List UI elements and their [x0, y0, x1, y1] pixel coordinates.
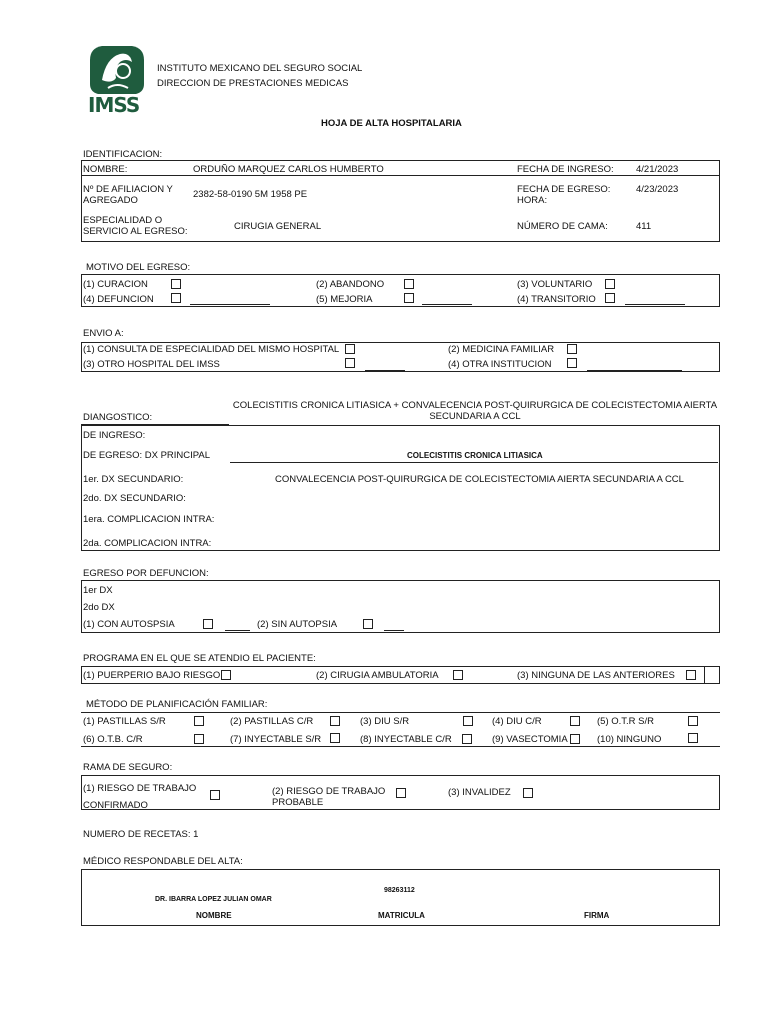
fecha-ingreso-value: 4/21/2023 — [636, 164, 679, 175]
diag-comp2-label: 2da. COMPLICACION INTRA: — [83, 538, 212, 549]
nombre-label: NOMBRE: — [83, 164, 128, 175]
plan-option: (6) O.T.B. C/R — [83, 734, 143, 745]
especialidad-value: CIRUGIA GENERAL — [234, 221, 322, 232]
plan-option: (8) INYECTABLE C/R — [360, 734, 452, 745]
abandono-checkbox[interactable] — [404, 279, 414, 289]
line — [625, 304, 685, 305]
sin-autopsia-label: (2) SIN AUTOPSIA — [257, 619, 338, 630]
motivo-mejoria: (5) MEJORIA — [316, 294, 373, 305]
envio-otra-institucion: (4) OTRA INSTITUCION — [448, 359, 552, 370]
line — [190, 304, 270, 305]
line — [587, 370, 682, 371]
medico-nombre-label: NOMBRE — [196, 911, 232, 920]
diag-comp1-label: 1era. COMPLICACION INTRA: — [83, 514, 215, 525]
plan-checkbox[interactable] — [462, 734, 472, 744]
otra-institucion-checkbox[interactable] — [567, 358, 577, 368]
motivo-abandono: (2) ABANDONO — [316, 279, 385, 290]
cama-value: 411 — [636, 221, 652, 232]
programa-opt1: (1) PUERPERIO BAJO RIESGO — [83, 670, 221, 681]
especialidad-label: ESPECIALIDAD O SERVICIO AL EGRESO: — [83, 215, 188, 237]
plan-checkbox[interactable] — [330, 716, 340, 726]
defuncion-dx1: 1er DX — [83, 585, 113, 596]
transitorio-checkbox[interactable] — [605, 293, 615, 303]
diag-dx2-label: 2do. DX SECUNDARIO: — [83, 493, 186, 504]
cirugia-ambulatoria-checkbox[interactable] — [453, 670, 463, 680]
line — [384, 630, 404, 631]
institute-name: INSTITUTO MEXICANO DEL SEGURO SOCIAL — [157, 63, 363, 74]
plan-option: (10) NINGUNO — [597, 734, 662, 745]
medico-firma-label: FIRMA — [584, 911, 610, 920]
diagnostico-summary: COLECISTITIS CRONICA LITIASICA + CONVALECENCIA POST-QUIRURGICA DE COLECISTECTOMIA AIERTA SECUNDARIA A CCL — [232, 400, 718, 422]
line — [81, 746, 720, 747]
medico-nombre-value: DR. IBARRA LOPEZ JULIAN OMAR — [155, 896, 272, 903]
logo-text: IMSS — [88, 93, 140, 117]
fecha-ingreso-label: FECHA DE INGRESO: — [517, 164, 614, 175]
plan-checkbox[interactable] — [570, 734, 580, 744]
envio-otro-hospital: (3) OTRO HOSPITAL DEL IMSS — [83, 359, 220, 370]
recetas-count: NUMERO DE RECETAS: 1 — [83, 829, 199, 840]
rama-opt1: (1) RIESGO DE TRABAJO CONFIRMADO — [83, 783, 197, 811]
afiliacion-label: Nº DE AFILIACION Y AGREGADO — [83, 184, 173, 206]
fecha-egreso-value: 4/23/2023 — [636, 184, 679, 195]
medicina-checkbox[interactable] — [567, 344, 577, 354]
programa-heading: PROGRAMA EN EL QUE SE ATENDIO EL PACIENTE: — [83, 653, 316, 664]
plan-checkbox[interactable] — [330, 733, 340, 743]
diag-ingreso-label: DE INGRESO: — [83, 430, 146, 441]
riesgo-probable-checkbox[interactable] — [396, 788, 406, 798]
invalidez-checkbox[interactable] — [523, 788, 533, 798]
rama-opt3: (3) INVALIDEZ — [448, 787, 511, 798]
divider — [81, 175, 720, 176]
con-autopsia-label: (1) CON AUTOSPSIA — [83, 619, 175, 630]
diagnostico-box — [81, 425, 720, 551]
otro-hospital-checkbox[interactable] — [345, 358, 355, 368]
divider — [704, 666, 705, 684]
motivo-transitorio: (4) TRANSITORIO — [517, 294, 596, 305]
hora-label: HORA: — [517, 195, 548, 206]
plan-checkbox[interactable] — [463, 716, 473, 726]
line — [81, 712, 720, 713]
diag-egreso-value: COLECISTITIS CRONICA LITIASICA — [407, 451, 543, 460]
defuncion-box — [81, 580, 720, 633]
sin-autopsia-checkbox[interactable] — [363, 619, 373, 629]
plan-option: (2) PASTILLAS C/R — [230, 716, 314, 727]
plan-checkbox[interactable] — [194, 734, 204, 744]
line — [230, 462, 718, 463]
plan-option: (4) DIU C/R — [492, 716, 542, 727]
plan-checkbox[interactable] — [688, 733, 698, 743]
envio-medicina: (2) MEDICINA FAMILIAR — [448, 344, 555, 355]
page-title: HOJA DE ALTA HOSPITALARIA — [321, 118, 462, 129]
diagnostico-heading: DIANGOSTICO: — [83, 412, 153, 423]
plan-option: (9) VASECTOMIA — [492, 734, 568, 745]
envio-consulta: (1) CONSULTA DE ESPECIALIDAD DEL MISMO HOSPITAL — [83, 344, 340, 355]
plan-option: (5) O.T.R S/R — [597, 716, 655, 727]
line — [365, 370, 405, 371]
planificacion-heading: MÉTODO DE PLANIFICACIÓN FAMILIAR: — [86, 699, 268, 710]
cama-label: NÚMERO DE CAMA: — [517, 221, 608, 232]
plan-option: (3) DIU S/R — [360, 716, 410, 727]
rama-opt2: (2) RIESGO DE TRABAJO PROBABLE — [272, 786, 386, 808]
medico-heading: MÉDICO RESPONDABLE DEL ALTA: — [83, 856, 243, 867]
direction-name: DIRECCION DE PRESTACIONES MEDICAS — [157, 78, 349, 89]
fecha-egreso-label: FECHA DE EGRESO: — [517, 184, 611, 195]
defuncion-dx2: 2do DX — [83, 602, 115, 613]
diag-dx1-label: 1er. DX SECUNDARIO: — [83, 474, 184, 485]
voluntario-checkbox[interactable] — [605, 279, 615, 289]
plan-checkbox[interactable] — [570, 716, 580, 726]
afiliacion-value: 2382-58-0190 5M 1958 PE — [193, 189, 308, 200]
plan-checkbox[interactable] — [194, 716, 204, 726]
envio-heading: ENVIO A: — [83, 328, 124, 339]
defuncion-heading: EGRESO POR DEFUNCION: — [83, 568, 209, 579]
consulta-checkbox[interactable] — [345, 344, 355, 354]
programa-opt2: (2) CIRUGIA AMBULATORIA — [316, 670, 439, 681]
diag-egreso-label: DE EGRESO: DX PRINCIPAL — [83, 450, 211, 461]
con-autopsia-checkbox[interactable] — [203, 619, 213, 629]
identificacion-heading: IDENTIFICACION: — [83, 149, 163, 160]
plan-option: (7) INYECTABLE S/R — [230, 734, 322, 745]
rama-heading: RAMA DE SEGURO: — [83, 762, 173, 773]
puerperio-checkbox[interactable] — [221, 670, 231, 680]
motivo-defuncion: (4) DEFUNCION — [83, 294, 154, 305]
ninguna-checkbox[interactable] — [686, 670, 696, 680]
programa-opt3: (3) NINGUNA DE LAS ANTERIORES — [517, 670, 675, 681]
riesgo-confirmado-checkbox[interactable] — [210, 790, 220, 800]
motivo-voluntario: (3) VOLUNTARIO — [517, 279, 593, 290]
plan-checkbox[interactable] — [688, 716, 698, 726]
line — [422, 304, 472, 305]
medico-matricula-label: MATRICULA — [378, 911, 425, 920]
defuncion-checkbox[interactable] — [171, 293, 181, 303]
curacion-checkbox[interactable] — [171, 279, 181, 289]
motivo-heading: MOTIVO DEL EGRESO: — [86, 262, 191, 273]
diag-dx1-value: CONVALECENCIA POST-QUIRURGICA DE COLECISTECTOMIA AIERTA SECUNDARIA A CCL — [275, 474, 684, 485]
medico-matricula-value: 98263112 — [384, 887, 415, 894]
plan-option: (1) PASTILLAS S/R — [83, 716, 166, 727]
mejoria-checkbox[interactable] — [404, 293, 414, 303]
motivo-curacion: (1) CURACION — [83, 279, 148, 290]
nombre-value: ORDUÑO MARQUEZ CARLOS HUMBERTO — [193, 164, 384, 175]
line — [225, 630, 250, 631]
